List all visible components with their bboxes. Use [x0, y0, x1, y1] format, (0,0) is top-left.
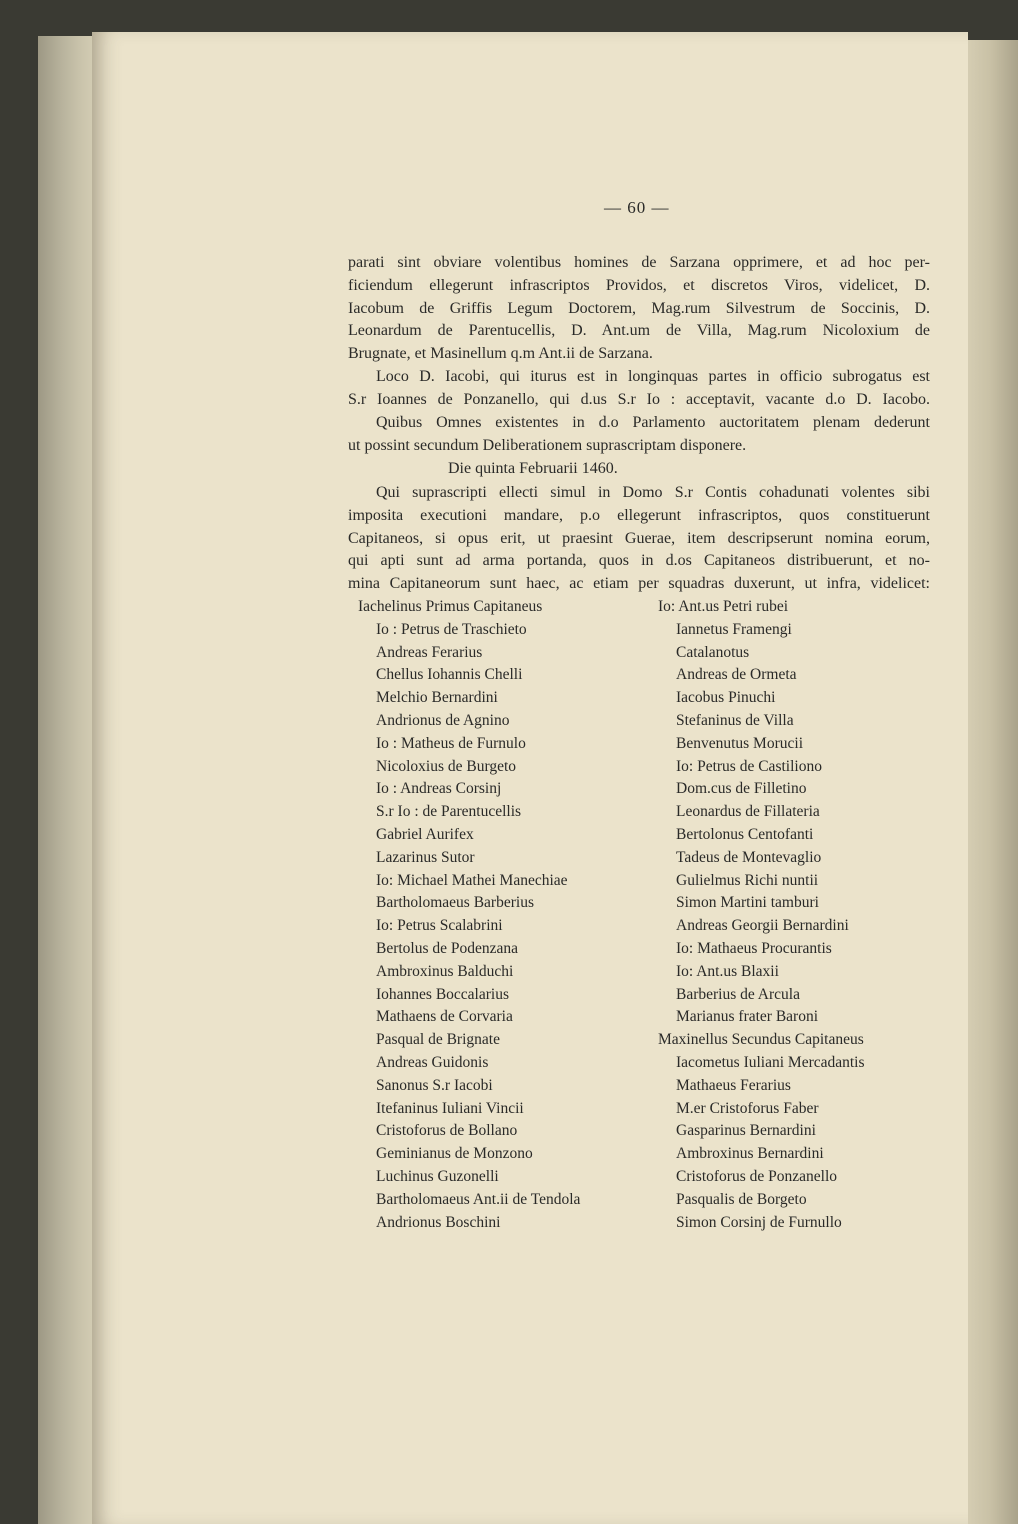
- page-stack-right-edge: [962, 40, 1018, 1524]
- name-list-item: Cristoforus de Ponzanello: [676, 1167, 838, 1185]
- name-list-item: Bartholomaeus Ant.ii de Tendola: [376, 1190, 581, 1208]
- name-list-item: Barberius de Arcula: [676, 985, 800, 1003]
- name-list-item: Simon Corsinj de Furnullo: [676, 1213, 842, 1231]
- name-list-item: Pasqual de Brignate: [376, 1031, 500, 1049]
- paragraph-line: imposita executioni mandare, p.o ellegerunt infrascriptos, quos constituerunt: [348, 506, 930, 524]
- name-list-item: Marianus frater Baroni: [676, 1008, 819, 1026]
- name-list-item: Mathaeus Ferarius: [676, 1076, 791, 1094]
- date-heading: Die quinta Februarii 1460.: [448, 460, 618, 477]
- page-number: — 60 —: [604, 198, 670, 217]
- paragraph-4: [348, 482, 930, 596]
- name-list-item: Iohannes Boccalarius: [376, 985, 509, 1003]
- name-list-item: Catalanotus: [676, 643, 750, 661]
- name-list-item: Io: Mathaeus Procurantis: [676, 939, 832, 957]
- name-list-item: Io : Andreas Corsinj: [376, 780, 502, 798]
- paragraph-line: ficiendum ellegerunt infrascriptos Providos, et discretos Viros, videlicet, D.: [348, 276, 930, 294]
- paragraph-line: Loco D. Iacobi, qui iturus est in longinquas partes in officio subrogatus est: [376, 368, 930, 385]
- name-list-item: Simon Martini tamburi: [676, 894, 819, 912]
- name-list-item: Benvenutus Morucii: [676, 734, 803, 752]
- name-list-item: Io : Matheus de Furnulo: [376, 734, 526, 752]
- name-list-item: Andreas Guidonis: [376, 1053, 489, 1071]
- paragraph-line: Capitaneos, si opus erit, ut praesint Guerae, item descripserunt nomina eorum,: [348, 529, 930, 547]
- name-list-item: Gulielmus Richi nuntii: [676, 871, 819, 889]
- name-list-item: S.r Io : de Parentucellis: [376, 803, 522, 821]
- name-list-item: Bertolonus Centofanti: [676, 825, 814, 843]
- name-list-item: Ambroxinus Bernardini: [676, 1145, 824, 1163]
- name-list-item: M.er Cristoforus Faber: [676, 1099, 819, 1117]
- name-list-item: Iacobus Pinuchi: [676, 689, 776, 707]
- name-list-item: Stefaninus de Villa: [676, 711, 794, 729]
- name-list-item: Luchinus Guzonelli: [376, 1167, 499, 1185]
- name-list-item: Io: Ant.us Blaxii: [676, 962, 779, 980]
- paragraph-line: ut possint secundum Deliberationem suprascriptam disponere.: [348, 436, 747, 454]
- name-list-item: Iachelinus Primus Capitaneus: [358, 598, 543, 615]
- paragraph-line: parati sint obviare volentibus homines de Sarzana opprimere, et ad hoc per-: [348, 254, 930, 271]
- paragraph-1: [348, 252, 930, 366]
- name-list-item: Melchio Bernardini: [376, 689, 498, 707]
- name-list-item: Itefaninus Iuliani Vincii: [376, 1099, 524, 1117]
- name-list-item: Io: Michael Mathei Manechiae: [376, 871, 568, 889]
- name-list-item: Dom.cus de Filletino: [676, 780, 807, 798]
- name-list-item: Pasqualis de Borgeto: [676, 1190, 807, 1208]
- name-list-item: Andrionus de Agnino: [376, 711, 510, 729]
- name-list-item: Geminianus de Monzono: [376, 1145, 533, 1163]
- name-list-item: Maxinellus Secundus Capitaneus: [658, 1031, 864, 1049]
- name-list-item: Cristoforus de Bollano: [376, 1122, 518, 1140]
- name-list-item: Tadeus de Montevaglio: [676, 848, 822, 866]
- name-list-item: Lazarinus Sutor: [376, 848, 475, 866]
- name-list-item: Andreas Ferarius: [376, 643, 483, 661]
- name-list-item: Gasparinus Bernardini: [676, 1122, 816, 1140]
- name-list-item: Sanonus S.r Iacobi: [376, 1076, 493, 1094]
- name-list-item: Ambroxinus Balduchi: [376, 962, 514, 980]
- name-list-item: Bertolus de Podenzana: [376, 939, 519, 957]
- paragraph-line: Leonardum de Parentucellis, D. Ant.um de Villa, Mag.rum Nicoloxium de: [348, 322, 930, 340]
- paragraph-3: [348, 412, 930, 458]
- paragraph-line: Iacobum de Griffis Legum Doctorem, Mag.rum Silvestrum de Soccinis, D.: [348, 299, 930, 317]
- name-list-item: Leonardus de Fillateria: [676, 803, 820, 821]
- paragraph-line: mina Capitaneorum sunt haec, ac etiam per squadras duxerunt, ut infra, videlicet:: [348, 575, 930, 593]
- name-list-item: Andreas de Ormeta: [676, 666, 797, 684]
- paragraph-line: qui apti sunt ad arma portanda, quos in d.os Capitaneos distribuerunt, et no-: [348, 552, 930, 570]
- paragraph-line: Quibus Omnes existentes in d.o Parlamento auctoritatem plenam dederunt: [376, 414, 930, 431]
- paragraph-line: S.r Ioannes de Ponzanello, qui d.us S.r Io : acceptavit, vacante d.o D. Iacobo.: [348, 390, 930, 408]
- name-list-item: Andrionus Boschini: [376, 1213, 501, 1231]
- name-list-item: Iacometus Iuliani Mercadantis: [676, 1053, 865, 1071]
- name-list-item: Iannetus Framengi: [676, 620, 792, 638]
- name-list-item: Chellus Iohannis Chelli: [376, 666, 523, 684]
- name-list-item: Nicoloxius de Burgeto: [376, 757, 517, 775]
- name-list-item: Io : Petrus de Traschieto: [376, 620, 527, 638]
- paragraph-2: [348, 366, 930, 412]
- name-list-item: Gabriel Aurifex: [376, 825, 474, 843]
- name-list-item: Andreas Georgii Bernardini: [676, 917, 849, 935]
- names-list-left: [358, 596, 658, 1234]
- names-list-right: [658, 596, 958, 1234]
- name-list-item: Bartholomaeus Barberius: [376, 894, 534, 912]
- paragraph-line: Brugnate, et Masinellum q.m Ant.ii de Sarzana.: [348, 345, 653, 363]
- name-list-item: Io: Ant.us Petri rubei: [658, 598, 789, 615]
- name-list-item: Io: Petrus de Castiliono: [676, 757, 822, 775]
- name-list-item: Io: Petrus Scalabrini: [376, 917, 503, 935]
- paragraph-line: Qui suprascripti ellecti simul in Domo S.r Contis cohadunati volentes sibi: [376, 484, 930, 501]
- page-stack-left-edge: [38, 36, 98, 1524]
- name-list-item: Mathaens de Corvaria: [376, 1008, 513, 1026]
